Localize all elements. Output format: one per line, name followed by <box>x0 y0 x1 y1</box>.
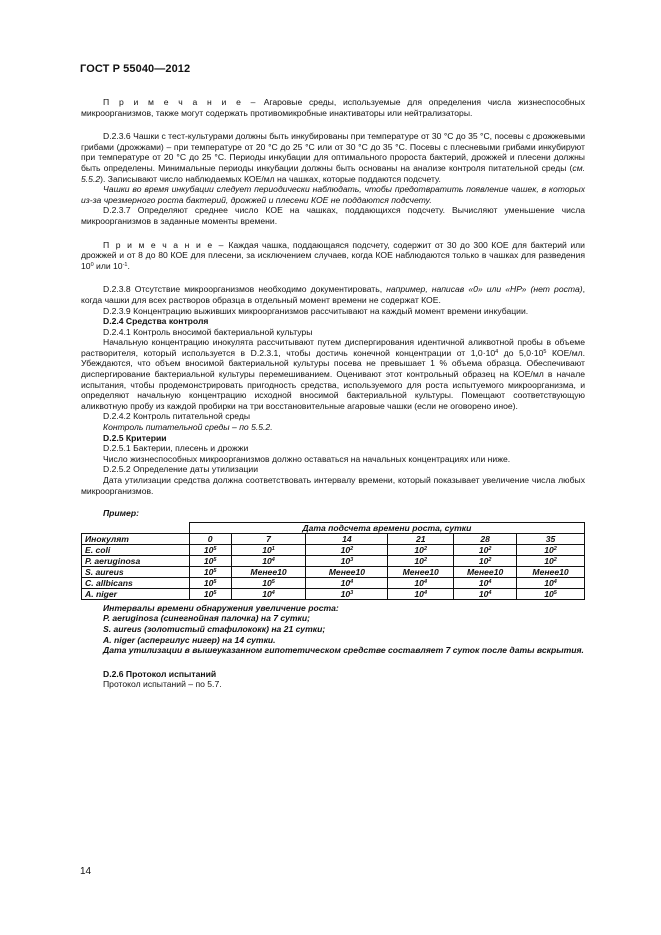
table-row <box>82 588 585 599</box>
count-base: 10 <box>544 588 554 599</box>
count-cell <box>231 544 306 555</box>
count-exponent: 4 <box>423 589 428 596</box>
count-base: 10 <box>478 588 489 599</box>
count-base: 10 <box>544 544 554 555</box>
count-cell <box>231 555 306 566</box>
count-base: 10 <box>203 566 214 577</box>
count-exponent: 4 <box>488 578 492 585</box>
table-header-day: 14 <box>306 533 388 544</box>
count-exponent: 1 <box>271 545 275 552</box>
count-base: 10 <box>478 577 489 588</box>
count-base: 10 <box>262 544 272 555</box>
para-text: Начальную концентрацию инокулята рассчитывают путем диспергирования идентичной аликвотной пробы в объеме растворителя, который используется в D.2.3.1, чтобы достичь конечной концентрации от 1,0·10 <box>81 337 585 358</box>
count-cell <box>388 544 454 555</box>
count-exponent: 4 <box>553 578 557 585</box>
conclusion: Дата утилизации в вышеуказанном гипотетическом средстве составляет 7 суток после даты вскрытия. <box>103 645 584 656</box>
count-base: 10 <box>478 544 489 555</box>
table-row <box>82 566 585 577</box>
count-cell <box>388 555 454 566</box>
count-exponent: 5 <box>213 589 217 596</box>
inoculum-name: A. niger <box>82 588 190 599</box>
count-exponent: 5 <box>271 578 275 585</box>
count-cell <box>454 566 517 577</box>
para-text: D.2.3.6 Чашки с тест-культурами должны быть инкубированы при температуре от 30 °С до 35 °С, посевы с дрожжевыми грибами (дрожжами) – при температуре от 20 °С до 25 °С или от 30 °С до 35 °С. Посевы с плесневыми грибами инкубируют при температуре от 20 °С до 25 °С. Периоды инкубации для оптимального пророста бактерий, дрожжей и плесени должны быть определены. Минимальные периоды инкубации должны быть основаны на анализе контроля питательной среды ( <box>81 131 585 173</box>
count-base: Менее10 <box>250 566 287 577</box>
interval-item: S. aureus (золотистый стафилококк) на 21 сутки; <box>103 623 326 634</box>
count-exponent: 4 <box>350 578 354 585</box>
example-label: Пример: <box>103 508 139 519</box>
count-cell <box>189 544 231 555</box>
para-d252: Дата утилизации средства должна соответствовать интервалу времени, который показывает увеличение числа любых микроорганизмов. <box>81 475 585 496</box>
exponent: 4 <box>495 348 499 355</box>
count-base: 10 <box>262 577 272 588</box>
exponent: -1 <box>122 261 128 268</box>
document-header: ГОСТ Р 55040—2012 <box>80 63 191 75</box>
count-base: Менее10 <box>467 566 504 577</box>
count-base: 10 <box>203 555 214 566</box>
page-number: 14 <box>80 866 92 877</box>
count-base: 10 <box>203 588 214 599</box>
count-cell <box>517 555 585 566</box>
heading-d24: D.2.4 Средства контроля <box>103 316 209 327</box>
count-exponent: 2 <box>488 556 492 563</box>
count-cell <box>189 588 231 599</box>
count-base: Менее10 <box>532 566 569 577</box>
para-text: КОЕ/мл. Убеждаются, что объем вносимой бактериальной культуры посева не превышает 1 % объема образца. Обеспечивают диспергирование бактериальной культуры перемешиванием. Оценивают этот контрольный образец на КОЕ/мл в начале испытания, чтобы продемонстрировать пригодность средства, используемого для роста испытуемого микроорганизма, и определяют начальную концентрацию исходной вносимой бактериальной культуры. Помещают соответствующую аликвотную пробу из каждой пробирки на три восстановительные агаровые чашки (если не оговорено иное). <box>81 347 586 411</box>
count-base: 10 <box>203 544 214 555</box>
count-base: 10 <box>340 544 351 555</box>
count-cell <box>189 577 231 588</box>
note-1 <box>81 97 585 118</box>
count-cell <box>306 577 388 588</box>
count-base: 10 <box>478 555 489 566</box>
para-d26: Протокол испытаний – по 5.7. <box>103 679 222 690</box>
count-cell <box>517 566 585 577</box>
count-cell <box>189 555 231 566</box>
table-body <box>82 544 585 599</box>
intervals-title: Интервалы времени обнаружения увеличение роста: <box>103 602 339 613</box>
para-d242: Контроль питательной среды – по 5.5.2. <box>103 422 273 433</box>
count-cell <box>231 577 306 588</box>
table-row <box>82 555 585 566</box>
para-text-italic: например, написав «0» или «НР» (нет роста) <box>386 284 583 295</box>
count-base: 10 <box>414 588 424 599</box>
count-exponent: 5 <box>213 567 217 574</box>
count-cell <box>454 588 517 599</box>
count-base: 10 <box>414 555 424 566</box>
count-base: 10 <box>340 577 351 588</box>
count-cell <box>306 566 388 577</box>
count-cell <box>388 566 454 577</box>
count-exponent: 2 <box>423 556 428 563</box>
count-cell <box>388 577 454 588</box>
heading-d25: D.2.5 Критерии <box>103 432 167 443</box>
heading-d26: D.2.6 Протокол испытаний <box>103 668 217 679</box>
count-cell <box>517 544 585 555</box>
table-row <box>82 544 585 555</box>
count-cell <box>306 588 388 599</box>
document-body <box>81 97 585 690</box>
para-d239: D.2.3.9 Концентрацию выживших микроорганизмов рассчитывают на каждый момент времени инкубации. <box>103 305 529 316</box>
para-d251: Число жизнеспособных микроорганизмов должно оставаться на начальных концентрациях или ниже. <box>103 453 511 464</box>
count-base: 10 <box>544 555 554 566</box>
count-base: 10 <box>340 555 351 566</box>
count-cell <box>517 588 585 599</box>
count-exponent: 5 <box>213 545 217 552</box>
table-header-day: 0 <box>189 533 231 544</box>
table-header-day: 28 <box>454 533 517 544</box>
para-d236 <box>81 131 585 184</box>
growth-table <box>81 522 585 600</box>
para-d238 <box>81 284 585 305</box>
count-base: 10 <box>262 588 272 599</box>
count-exponent: 3 <box>350 556 354 563</box>
para-text: до 5,0·10 <box>498 347 544 358</box>
reference: см. 5.5.2 <box>81 162 585 184</box>
para-text: , когда чашки для всех растворов образца в отдельный момент времени не содержат КОЕ. <box>81 284 585 305</box>
note-label: П р и м е ч а н и е – <box>103 239 225 250</box>
count-cell <box>454 577 517 588</box>
count-cell <box>231 566 306 577</box>
para-d241 <box>81 337 585 411</box>
para-text: ). Записывают число наблюдаемых КОЕ/мл на чашках, которые поддаются подсчету. <box>100 173 441 184</box>
count-base: 10 <box>414 577 424 588</box>
count-exponent: 2 <box>350 545 354 552</box>
count-base: Менее10 <box>328 566 365 577</box>
table-row <box>82 577 585 588</box>
count-base: 10 <box>340 588 351 599</box>
count-cell <box>517 577 585 588</box>
note-label: П р и м е ч а н и е – <box>103 97 257 107</box>
interval-item: P. aeruginosa (синегнойная палочка) на 7 сутки; <box>103 613 310 624</box>
para-text: D.2.3.8 Отсутствие микроорганизмов необходимо документировать, <box>103 284 387 295</box>
note-text: Каждая чашка, поддающаяся подсчету, содержит от 30 до 300 КОЕ для бактерий или дрожжей и от 8 до 80 КОЕ для плесени, за исключением случаев, когда КОЕ наблюдаются только в чашках для разведения 10 <box>81 239 585 271</box>
count-exponent: 3 <box>350 589 354 596</box>
exponent: 5 <box>543 348 547 355</box>
count-exponent: 2 <box>423 545 428 552</box>
count-cell <box>454 544 517 555</box>
table-header-day: 7 <box>231 533 306 544</box>
count-exponent: 2 <box>553 556 557 563</box>
count-cell <box>306 544 388 555</box>
note-text: или 10 <box>93 260 123 271</box>
heading-d252: D.2.5.2 Определение даты утилизации <box>103 464 259 475</box>
count-base: 10 <box>203 577 214 588</box>
example-notes <box>81 603 585 656</box>
count-exponent: 5 <box>213 556 217 563</box>
table-span-header: Дата подсчета времени роста, сутки <box>189 522 584 533</box>
inoculum-name: S. aureus <box>82 566 190 577</box>
count-cell <box>306 555 388 566</box>
note-text: Агаровые среды, используемые для определения числа жизнеспособных микроорганизмов, также могут содержать противомикробные инактиваторы или нейтрализаторы. <box>81 97 585 118</box>
count-exponent: 4 <box>488 589 492 596</box>
note-text: . <box>127 260 130 271</box>
table-header-day: 35 <box>517 533 585 544</box>
heading-d242: D.2.4.2 Контроль питательной среды <box>103 411 251 422</box>
count-exponent: 2 <box>488 545 492 552</box>
count-base: Менее10 <box>402 566 439 577</box>
count-cell <box>454 555 517 566</box>
count-exponent: 4 <box>423 578 428 585</box>
count-cell <box>388 588 454 599</box>
para-d237: D.2.3.7 Определяют среднее число КОЕ на чашках, поддающихся подсчету. Вычисляют уменьшение числа микроорганизмов в заданные моменты времени. <box>81 205 585 226</box>
table-header-day: 21 <box>388 533 454 544</box>
count-exponent: 4 <box>271 589 275 596</box>
count-exponent: 5 <box>213 578 217 585</box>
inoculum-name: P. aeruginosa <box>82 555 190 566</box>
count-base: 10 <box>544 577 554 588</box>
count-exponent: 5 <box>553 589 557 596</box>
count-exponent: 4 <box>271 556 275 563</box>
para-d236-italic: Чашки во время инкубации следует периодически наблюдать, чтобы предотвратить появление чашек, в которых из-за чрезмерного роста бактерий, дрожжей и плесени КОЕ не поддаются подсчету. <box>81 184 585 205</box>
heading-d251: D.2.5.1 Бактерии, плесень и дрожжи <box>103 443 249 454</box>
note-2 <box>81 240 585 272</box>
count-base: 10 <box>414 544 424 555</box>
count-cell <box>231 588 306 599</box>
count-base: 10 <box>262 555 272 566</box>
inoculum-name: E. coli <box>82 544 190 555</box>
count-cell <box>189 566 231 577</box>
inoculum-name: C. allbicans <box>82 577 190 588</box>
heading-d241: D.2.4.1 Контроль вносимой бактериальной культуры <box>103 326 313 337</box>
count-exponent: 2 <box>553 545 557 552</box>
interval-item: A. niger (аспергилус нигер) на 14 сутки. <box>103 634 276 645</box>
exponent: 0 <box>90 261 94 268</box>
table-header-inoculum: Инокулят <box>82 533 190 544</box>
